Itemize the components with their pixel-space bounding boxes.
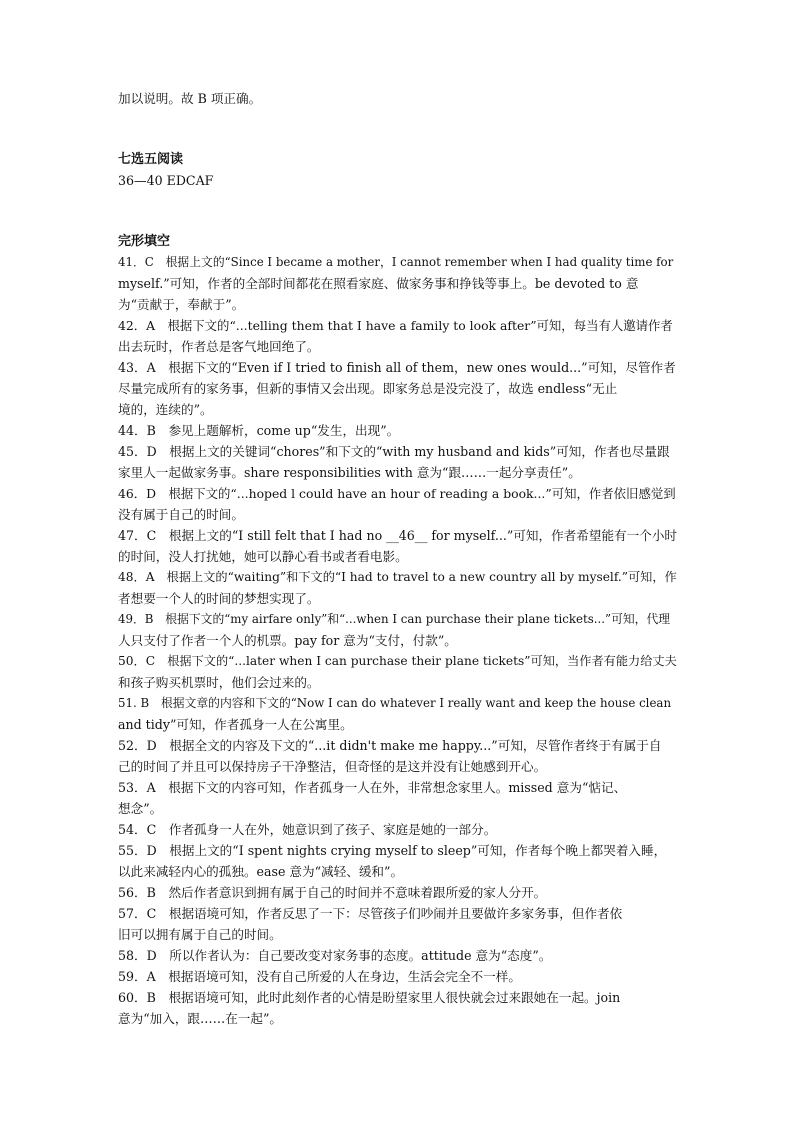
answer-item-46 — [118, 483, 678, 525]
answer-line: and tidy”可知，作者孤身一人在公寓里。 — [118, 717, 353, 732]
answer-line: 56．B 然后作者意识到拥有属于自己的时间并不意味着跟所爱的家人分开。 — [118, 885, 547, 900]
answer-line: 意为“加入，跟……在一起”。 — [118, 1011, 283, 1026]
answer-item-58 — [118, 945, 678, 966]
answer-item-52 — [118, 735, 678, 777]
cloze-answer-list — [118, 252, 678, 1029]
answer-line: 50．C 根据下文的“...later when I can purchase their plane tickets”可知，当作者有能力给丈夫 — [118, 654, 677, 668]
answer-line: 以此来减轻内心的孤独。ease 意为“减轻、缓和”。 — [118, 864, 404, 879]
answer-item-43 — [118, 357, 678, 420]
answer-line: 旧可以拥有属于自己的时间。 — [118, 927, 282, 942]
section-heading-seven-choose-five: 七选五阅读 — [118, 152, 184, 167]
answer-item-56 — [118, 882, 678, 903]
answer-item-48 — [118, 567, 678, 609]
answer-line: 者想要一个人的时间的梦想实现了。 — [118, 591, 320, 606]
answer-line: 尽量完成所有的家务事，但新的事情又会出现。即家务总是没完没了，故选 endless“无止 — [118, 381, 618, 396]
answer-item-55 — [118, 840, 678, 882]
answer-line: 42．A 根据下文的“...telling them that I have a family to look after”可知，每当有人邀请作者 — [118, 318, 673, 333]
answer-item-53 — [118, 777, 678, 819]
document-page — [118, 88, 678, 1029]
answer-item-41 — [118, 252, 678, 315]
answer-item-54 — [118, 819, 678, 840]
answer-line: 51. B 根据文章的内容和下文的“Now I can do whatever I really want and keep the house clean — [118, 696, 672, 710]
intro-line: 加以说明。故 B 项正确。 — [118, 91, 262, 106]
answer-item-59 — [118, 966, 678, 987]
answer-line: 人只支付了作者一个人的机票。pay for 意为“支付，付款”。 — [118, 633, 457, 648]
answer-line: 55．D 根据上文的“I spent nights crying myself to sleep”可知，作者每个晚上都哭着入睡， — [118, 843, 667, 858]
answer-line: 48．A 根据上文的“waiting”和下文的“I had to travel to a new country all by myself.”可知，作 — [118, 570, 677, 584]
answer-line: 43．A 根据下文的“Even if I tried to finish all of them，new ones would...”可知，尽管作者 — [118, 360, 676, 375]
answer-item-50 — [118, 651, 678, 693]
answer-line: 的时间，没人打扰她，她可以静心看书或者看电影。 — [118, 549, 408, 564]
answer-item-60 — [118, 987, 678, 1029]
answer-line: 53．A 根据下文的内容可知，作者孤身一人在外，非常想念家里人。missed 意为“惦记、 — [118, 780, 627, 795]
answer-line: 58．D 所以作者认为：自己要改变对家务事的态度。attitude 意为“态度”。 — [118, 948, 552, 963]
answer-line: 没有属于自己的时间。 — [118, 507, 244, 522]
answer-item-57 — [118, 903, 678, 945]
answer-line: 家里人一起做家务事。share responsibilities with 意为“跟……一起分享责任”。 — [118, 465, 581, 480]
answer-item-42 — [118, 315, 678, 357]
answer-line: 60．B 根据语境可知，此时此刻作者的心情是盼望家里人很快就会过来跟她在一起。join — [118, 990, 621, 1005]
answer-item-49 — [118, 609, 678, 651]
answer-item-47 — [118, 525, 678, 567]
answer-line: 45．D 根据上文的关键词“chores”和下文的“with my husband and kids”可知，作者也尽量跟 — [118, 444, 670, 459]
answer-item-44 — [118, 420, 678, 441]
answer-line: 想念”。 — [118, 801, 163, 816]
answer-line: 为“贡献于，奉献于”。 — [118, 297, 245, 312]
answer-item-45 — [118, 441, 678, 483]
answer-line: 47．C 根据上文的“I still felt that I had no __46__ for myself...”可知，作者希望能有一个小时 — [118, 528, 678, 543]
answer-line: 和孩子购买机票时，他们会过来的。 — [118, 675, 320, 690]
section-heading-cloze: 完形填空 — [118, 234, 171, 249]
answer-line: 41．C 根据上文的“Since I became a mother，I cannot remember when I had quality time for — [118, 255, 674, 269]
answer-line: 出去玩时，作者总是客气地回绝了。 — [118, 339, 320, 354]
answer-line-36-40: 36—40 EDCAF — [118, 173, 214, 188]
answer-line: 境的，连续的”。 — [118, 402, 213, 417]
answer-line: 己的时间了并且可以保持房子干净整洁，但奇怪的是这并没有让她感到开心。 — [118, 759, 547, 774]
answer-line: 52．D 根据全文的内容及下文的“...it didn't make me happy...”可知，尽管作者终于有属于自 — [118, 738, 662, 753]
answer-line: 44．B 参见上题解析，come up“发生，出现”。 — [118, 423, 400, 438]
answer-line: 46．D 根据下文的“...hoped l could have an hour of reading a book...”可知，作者依旧感觉到 — [118, 486, 676, 501]
answer-item-51 — [118, 693, 678, 735]
answer-line: 59．A 根据语境可知，没有自己所爱的人在身边，生活会完全不一样。 — [118, 969, 521, 984]
answer-line: myself.”可知，作者的全部时间都花在照看家庭、做家务事和挣钱等事上。be devoted to 意 — [118, 276, 639, 291]
answer-line: 54．C 作者孤身一人在外，她意识到了孩子、家庭是她的一部分。 — [118, 822, 497, 837]
answer-line: 49．B 根据下文的“my airfare only”和“...when I can purchase their plane tickets...”可知，代理 — [118, 612, 671, 626]
answer-line: 57．C 根据语境可知，作者反思了一下：尽管孩子们吵闹并且要做许多家务事，但作者依 — [118, 906, 623, 921]
